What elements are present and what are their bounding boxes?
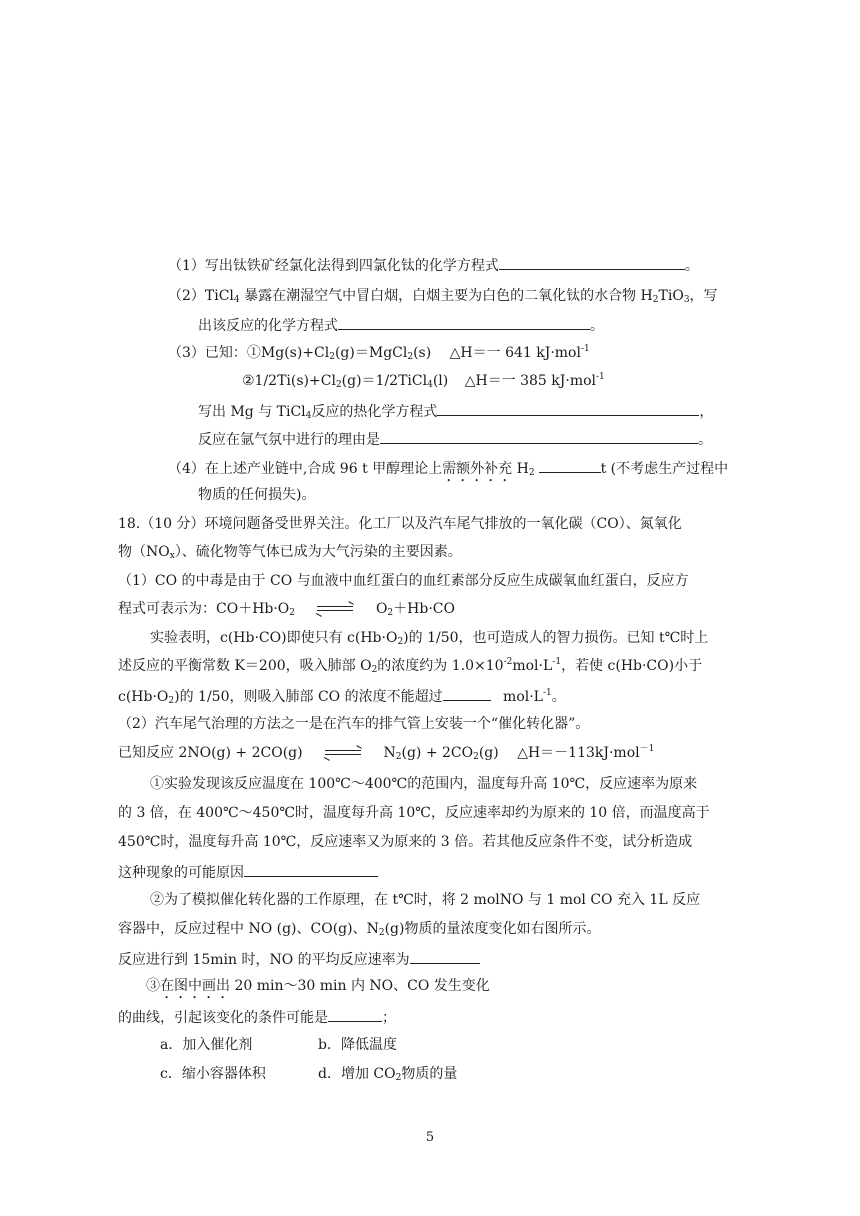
option-d[interactable] — [318, 1065, 457, 1083]
subscript: 2 — [168, 696, 175, 706]
subscript: 4 — [233, 295, 240, 305]
q17-part3-eq1-b: (g)＝MgCl — [334, 345, 408, 361]
q17-part3-eq1-a: （3）已知：①Mg(s)+Cl — [168, 345, 330, 361]
answer-blank-2[interactable] — [338, 315, 590, 330]
q17-part2-line1 — [168, 287, 718, 305]
superscript: -1 — [596, 372, 605, 382]
q18-s1-text-k: c(Hb·O — [118, 689, 169, 705]
answer-blank-7[interactable] — [244, 862, 378, 877]
q18-c1-text-d: 这种现象的可能原因 — [118, 865, 244, 881]
q17-part3-eq2-a: ②1/2Ti(s)+Cl — [242, 373, 336, 389]
q18-c3-emphasis: 在图中画出 — [160, 978, 230, 994]
q17-part2-text-b: 暴露在潮湿空气中冒白烟，白烟主要为白色的二氧化钛的水合物 H — [244, 288, 653, 304]
q18-c2-line3 — [118, 949, 480, 969]
superscript: -1 — [542, 688, 552, 698]
punct: ， — [699, 404, 714, 420]
q18-c2-text-a: ②为了模拟催化转化器的工作原理，在 t℃时，将 2 molNO 与 1 mol CO 充入 1L 反应 — [150, 892, 701, 908]
q18-s2-text-e: (g) — [478, 745, 499, 761]
q18-s1-text-e: 实验表明，c(Hb·CO)即使只有 c(Hb·O — [150, 630, 398, 646]
answer-blank-8[interactable] — [410, 949, 480, 964]
q17-part3-line3 — [198, 401, 713, 421]
q18-c3-line2 — [118, 1007, 396, 1027]
punct: 。 — [590, 318, 604, 334]
q17-part2-text-e: 出该反应的化学方程式 — [198, 318, 338, 334]
q18-c3-line1 — [146, 977, 490, 1002]
subscript: 2 — [378, 928, 385, 938]
q18-c1-text-a: ①实验发现该反应温度在 100℃～400℃的范围内，温度每升高 10℃，反应速率为原来 — [150, 776, 698, 792]
q17-part4-line2 — [198, 486, 315, 504]
q17-part4-emphasis: 需额外补充 — [442, 461, 513, 477]
subscript: 3 — [683, 295, 690, 305]
q17-part2-text-c: TiO — [658, 288, 684, 304]
q18-s1-text-n: 。 — [551, 689, 566, 705]
q18-c1-text-c: 450℃时，温度每升高 10℃，反应速率又为原来的 3 倍。若其他反应条件不变，试分析造成 — [118, 834, 693, 850]
q18-intro-text-a: 物（NO — [118, 544, 170, 560]
q18-s2-text-a: （2）汽车尾气治理的方法之一是在汽车的排气管上安装一个“催化转化器”。 — [118, 716, 590, 732]
subscript: 2 — [395, 1073, 402, 1083]
subscript: 4 — [305, 411, 312, 421]
q18-c2-text-d: 反应进行到 15min 时，NO 的平均反应速率为 — [118, 952, 410, 968]
q18-s1-text-f: )的 1/50，也可造成人的智力损伤。已知 t℃时上 — [403, 630, 709, 646]
q17-part3-text-i: 写出 Mg 与 TiCl — [198, 404, 306, 420]
subscript: 4 — [427, 380, 433, 390]
subscript: 2 — [473, 752, 479, 762]
q18-s2-line1 — [118, 715, 589, 733]
q18-c3-text-c: 20 min～30 min 内 NO、CO 发生变化 — [230, 978, 490, 994]
q18-s1-line5 — [118, 686, 566, 706]
q18-s2-dh: △H＝－113kJ·mol — [517, 745, 640, 761]
subscript: 2 — [289, 608, 296, 618]
q17-part1-text: （1）写出钛铁矿经氯化法得到四氯化钛的化学方程式 — [168, 258, 499, 274]
subscript: 2 — [407, 352, 414, 362]
subscript: 2 — [395, 752, 402, 762]
subscript: 2 — [528, 468, 535, 478]
q18-s1-text-l: )的 1/50，则吸入肺部 CO 的浓度不能超过 — [174, 689, 443, 705]
page-number: 5 — [425, 1130, 435, 1145]
superscript: －1 — [639, 744, 655, 754]
answer-blank-4[interactable] — [380, 429, 698, 444]
q18-s2-line2 — [118, 744, 654, 762]
superscript: -1 — [552, 657, 562, 667]
q18-s1-text-b: 程式可表示为：CO＋Hb·O — [118, 601, 290, 617]
option-c[interactable] — [160, 1065, 266, 1083]
q18-c1-line2 — [118, 804, 710, 822]
q17-part4-text-c: H — [512, 461, 529, 477]
q18-s1-text-h: 的浓度约为 1.0×10 — [377, 658, 504, 674]
option-b[interactable] — [318, 1036, 397, 1054]
q18-c1-line3 — [118, 833, 692, 851]
q18-s1-line2 — [118, 600, 455, 618]
q18-intro-line1 — [118, 515, 682, 533]
q18-c3-text-d: 的曲线，引起该变化的条件可能是 — [118, 1010, 328, 1026]
option-c-label: c．缩小容器体积 — [160, 1066, 266, 1082]
q17-part2-text-a: （2）TiCl — [168, 288, 234, 304]
q18-s1-text-i: mol·L — [512, 658, 553, 674]
q18-s1-text-a: （1）CO 的中毒是由于 CO 与血液中血红蛋白的血红素部分反应生成碳氧血红蛋白，反应方 — [118, 573, 689, 589]
q17-part3-dh1: △H＝一 641 kJ·mol — [449, 345, 581, 361]
punct: 。 — [698, 432, 712, 448]
q18-s1-text-d: ＋Hb·CO — [393, 601, 455, 617]
punct: 。 — [684, 258, 699, 274]
subscript: 2 — [329, 352, 335, 362]
option-a[interactable] — [160, 1036, 252, 1054]
q18-s1-text-m: mol·L — [503, 689, 543, 705]
superscript: -2 — [503, 657, 513, 667]
q17-part2-text-d: ，写 — [689, 288, 718, 304]
q18-s2-text-b: 已知反应 2NO(g) + 2CO(g) — [118, 745, 303, 761]
answer-blank-6[interactable] — [443, 686, 491, 701]
q17-part3-line2 — [242, 372, 605, 390]
q18-c2-text-b: 容器中，反应过程中 NO (g)、CO(g)、N — [118, 921, 379, 937]
answer-blank-9[interactable] — [328, 1007, 382, 1022]
q17-part3-line1 — [168, 344, 590, 362]
q17-part4-text-e: 物质的任何损失)。 — [198, 487, 316, 503]
q17-part3-text-j: 反应的热化学方程式 — [311, 404, 438, 420]
answer-blank-5[interactable] — [539, 458, 601, 473]
equilibrium-arrow-icon — [321, 748, 365, 758]
answer-blank-3[interactable] — [437, 401, 699, 416]
q18-c1-line4 — [118, 862, 378, 882]
q18-intro-text: 18.（10 分）环境问题备受世界关注。化工厂以及汽车尾气排放的一氧化碳（CO）、氮氧化 — [118, 516, 682, 532]
q17-part4-text-a: （4）在上述产业链中,合成 96 t 甲醇理论上 — [168, 461, 443, 477]
q18-intro-line2 — [118, 543, 462, 561]
subscript: 2 — [387, 608, 394, 618]
q18-s2-text-d: (g) + 2CO — [401, 745, 474, 761]
q17-part1 — [168, 255, 699, 275]
q18-s1-text-c: O — [375, 601, 388, 617]
q17-part4-text-d: t (不考虑生产过程中 — [600, 461, 729, 477]
q18-s1-line1 — [118, 572, 689, 590]
subscript: 2 — [652, 295, 659, 305]
q18-c2-line2 — [118, 920, 600, 938]
q17-part3-text-k: 反应在氩气氛中进行的理由是 — [198, 432, 380, 448]
q18-c3-text-a: ③ — [146, 978, 160, 994]
q17-part3-eq2-b: (g)＝1/2TiCl — [341, 373, 428, 389]
q18-s1-line3 — [150, 629, 708, 647]
option-a-label: a．加入催化剂 — [160, 1037, 253, 1053]
q17-part3-dh2: △H＝一 385 kJ·mol — [464, 373, 597, 389]
q18-intro-text-b: ）、硫化物等气体已成为大气污染的主要因素。 — [174, 544, 462, 560]
q17-part4-line1 — [168, 458, 728, 485]
subscript: x — [169, 551, 175, 561]
option-b-label: b．降低温度 — [318, 1037, 397, 1053]
option-d-label-b: 物质的量 — [401, 1066, 458, 1082]
answer-blank-1[interactable] — [499, 255, 685, 270]
q18-s1-text-j: ，若使 c(Hb·CO)小于 — [561, 658, 703, 674]
subscript: 2 — [371, 665, 378, 675]
q18-c2-text-c: (g)物质的量浓度变化如右图所示。 — [384, 921, 601, 937]
superscript: -1 — [580, 344, 590, 354]
q18-c2-line1 — [150, 891, 700, 909]
q17-part3-eq1-c: (s) — [413, 345, 432, 361]
q18-c3-text-e: ； — [382, 1010, 396, 1026]
option-d-label: d．增加 CO — [318, 1066, 396, 1082]
q17-part2-line2 — [198, 315, 604, 335]
subscript: 2 — [335, 380, 342, 390]
q18-s1-line4 — [118, 657, 702, 675]
q17-part3-eq2-c: (l) — [432, 373, 449, 389]
subscript: 2 — [397, 637, 404, 647]
q18-s1-text-g: 述反应的平衡常数 K＝200，吸入肺部 O — [118, 658, 372, 674]
q18-s2-text-c: N — [383, 745, 396, 761]
equilibrium-arrow-icon — [313, 604, 357, 614]
q17-part3-line4 — [198, 429, 712, 449]
q18-c1-line1 — [150, 775, 697, 793]
q18-c1-text-b: 的 3 倍，在 400℃～450℃时，温度每升高 10℃，反应速率却约为原来的 10 倍，而温度高于 — [118, 805, 710, 821]
